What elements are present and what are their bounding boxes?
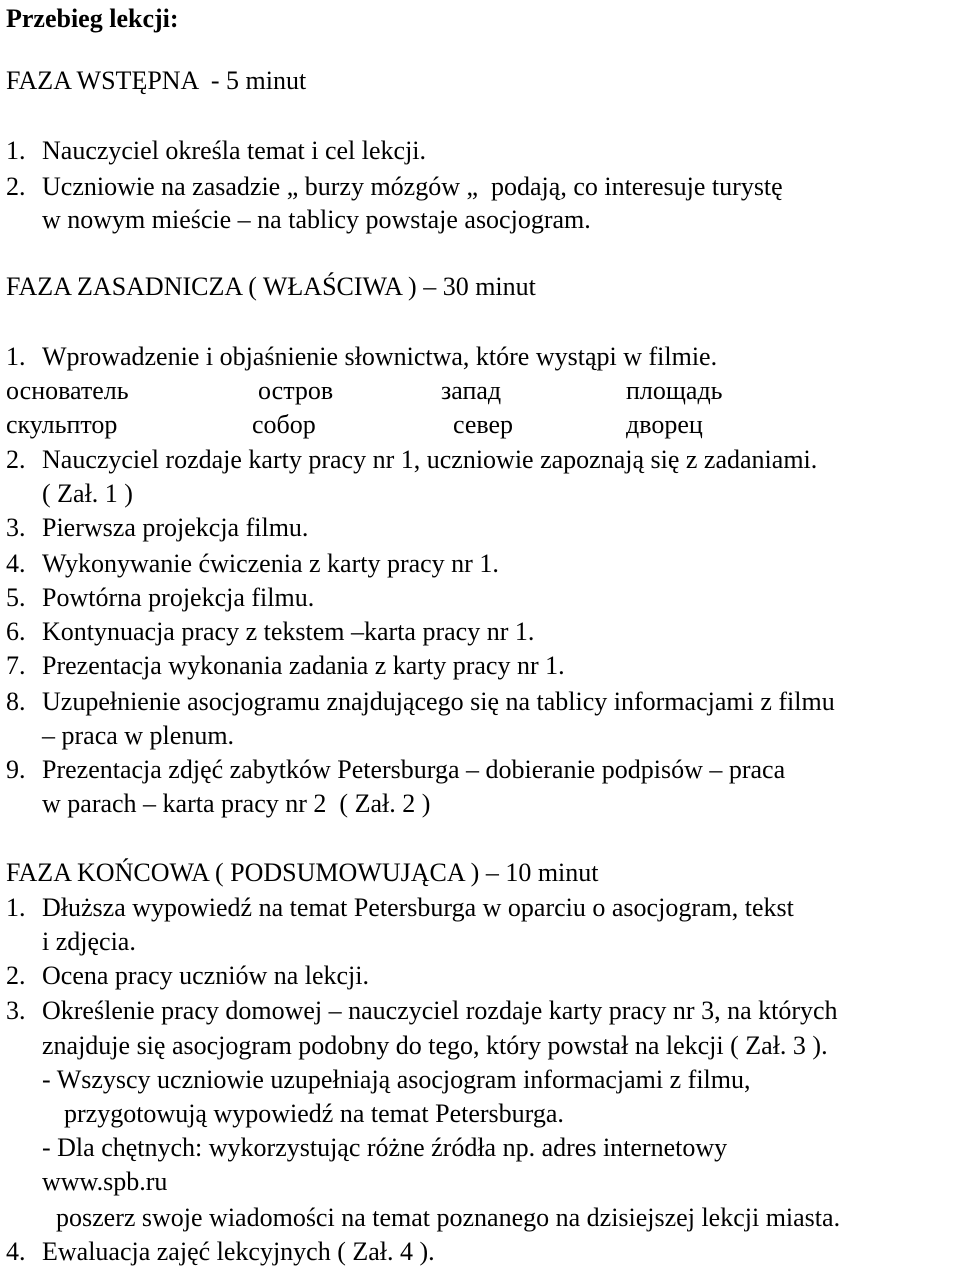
list-number: 4. bbox=[6, 549, 26, 578]
list-item: Prezentacja zdjęć zabytków Petersburga – dobieranie podpisów – praca bbox=[42, 755, 786, 784]
phase-heading-closing: FAZA KOŃCOWA ( PODSUMOWUJĄCA ) – 10 minut bbox=[6, 858, 599, 887]
list-item: Nauczyciel rozdaje karty pracy nr 1, uczniowie zapoznają się z zadaniami. bbox=[42, 445, 818, 474]
list-item: Ocena pracy uczniów na lekcji. bbox=[42, 961, 370, 990]
homework-subitem-continuation: poszerz swoje wiadomości na temat poznanego na dzisiejszej lekcji miasta. bbox=[56, 1203, 841, 1232]
vocab-word: запад bbox=[441, 376, 502, 405]
vocab-word: север bbox=[453, 410, 514, 439]
vocabulary-row bbox=[0, 408, 960, 442]
homework-subitem: - Dla chętnych: wykorzystując różne źródła np. adres internetowy bbox=[42, 1133, 728, 1162]
list-number: 1. bbox=[6, 136, 26, 165]
list-item: Uczniowie na zasadzie „ burzy mózgów „ podają, co interesuje turystę bbox=[42, 172, 783, 201]
list-item-continuation: w parach – karta pracy nr 2 ( Zał. 2 ) bbox=[42, 789, 431, 818]
list-number: 2. bbox=[6, 172, 26, 201]
list-item-continuation: w nowym mieście – na tablicy powstaje asocjogram. bbox=[42, 205, 591, 234]
vocab-word: дворец bbox=[626, 410, 703, 439]
list-item: Pierwsza projekcja filmu. bbox=[42, 513, 309, 542]
homework-subitem: - Wszyscy uczniowie uzupełniają asocjogram informacjami z filmu, bbox=[42, 1065, 751, 1094]
list-item-continuation: – praca w plenum. bbox=[42, 721, 235, 750]
list-number: 2. bbox=[6, 961, 26, 990]
vocab-word: собор bbox=[252, 410, 316, 439]
phase-heading-intro: FAZA WSTĘPNA - 5 minut bbox=[6, 66, 307, 95]
phase-heading-main: FAZA ZASADNICZA ( WŁAŚCIWA ) – 30 minut bbox=[6, 272, 536, 301]
vocab-word: основатель bbox=[6, 376, 129, 405]
list-item: Prezentacja wykonania zadania z karty pracy nr 1. bbox=[42, 651, 565, 680]
vocab-word: скульптор bbox=[6, 410, 118, 439]
list-item-continuation: znajduje się asocjogram podobny do tego, który powstał na lekcji ( Zał. 3 ). bbox=[42, 1031, 828, 1060]
list-item: Uzupełnienie asocjogramu znajdującego się na tablicy informacjami z filmu bbox=[42, 687, 835, 716]
list-number: 9. bbox=[6, 755, 26, 784]
list-item: Dłuższa wypowiedź na temat Petersburga w oparciu o asocjogram, tekst bbox=[42, 893, 794, 922]
list-number: 3. bbox=[6, 513, 26, 542]
list-item: Powtórna projekcja filmu. bbox=[42, 583, 315, 612]
list-number: 4. bbox=[6, 1237, 26, 1266]
vocabulary-row bbox=[0, 374, 960, 408]
list-number: 2. bbox=[6, 445, 26, 474]
vocab-word: площадь bbox=[626, 376, 723, 405]
list-number: 6. bbox=[6, 617, 26, 646]
list-item: Nauczyciel określa temat i cel lekcji. bbox=[42, 136, 427, 165]
list-number: 3. bbox=[6, 996, 26, 1025]
list-item-continuation: ( Zał. 1 ) bbox=[42, 479, 133, 508]
list-number: 5. bbox=[6, 583, 26, 612]
web-address: www.spb.ru bbox=[42, 1167, 168, 1196]
list-item: Wprowadzenie i objaśnienie słownictwa, które wystąpi w filmie. bbox=[42, 342, 718, 371]
list-item-continuation: i zdjęcia. bbox=[42, 927, 136, 956]
list-item: Kontynuacja pracy z tekstem –karta pracy nr 1. bbox=[42, 617, 535, 646]
list-number: 7. bbox=[6, 651, 26, 680]
vocab-word: остров bbox=[258, 376, 334, 405]
list-item: Wykonywanie ćwiczenia z karty pracy nr 1. bbox=[42, 549, 499, 578]
list-number: 1. bbox=[6, 342, 26, 371]
list-number: 8. bbox=[6, 687, 26, 716]
homework-subitem-continuation: przygotowują wypowiedź na temat Petersburga. bbox=[64, 1099, 564, 1128]
list-item: Określenie pracy domowej – nauczyciel rozdaje karty pracy nr 3, na których bbox=[42, 996, 838, 1025]
page-title: Przebieg lekcji: bbox=[6, 4, 179, 33]
list-number: 1. bbox=[6, 893, 26, 922]
list-item: Ewaluacja zajęć lekcyjnych ( Zał. 4 ). bbox=[42, 1237, 435, 1266]
